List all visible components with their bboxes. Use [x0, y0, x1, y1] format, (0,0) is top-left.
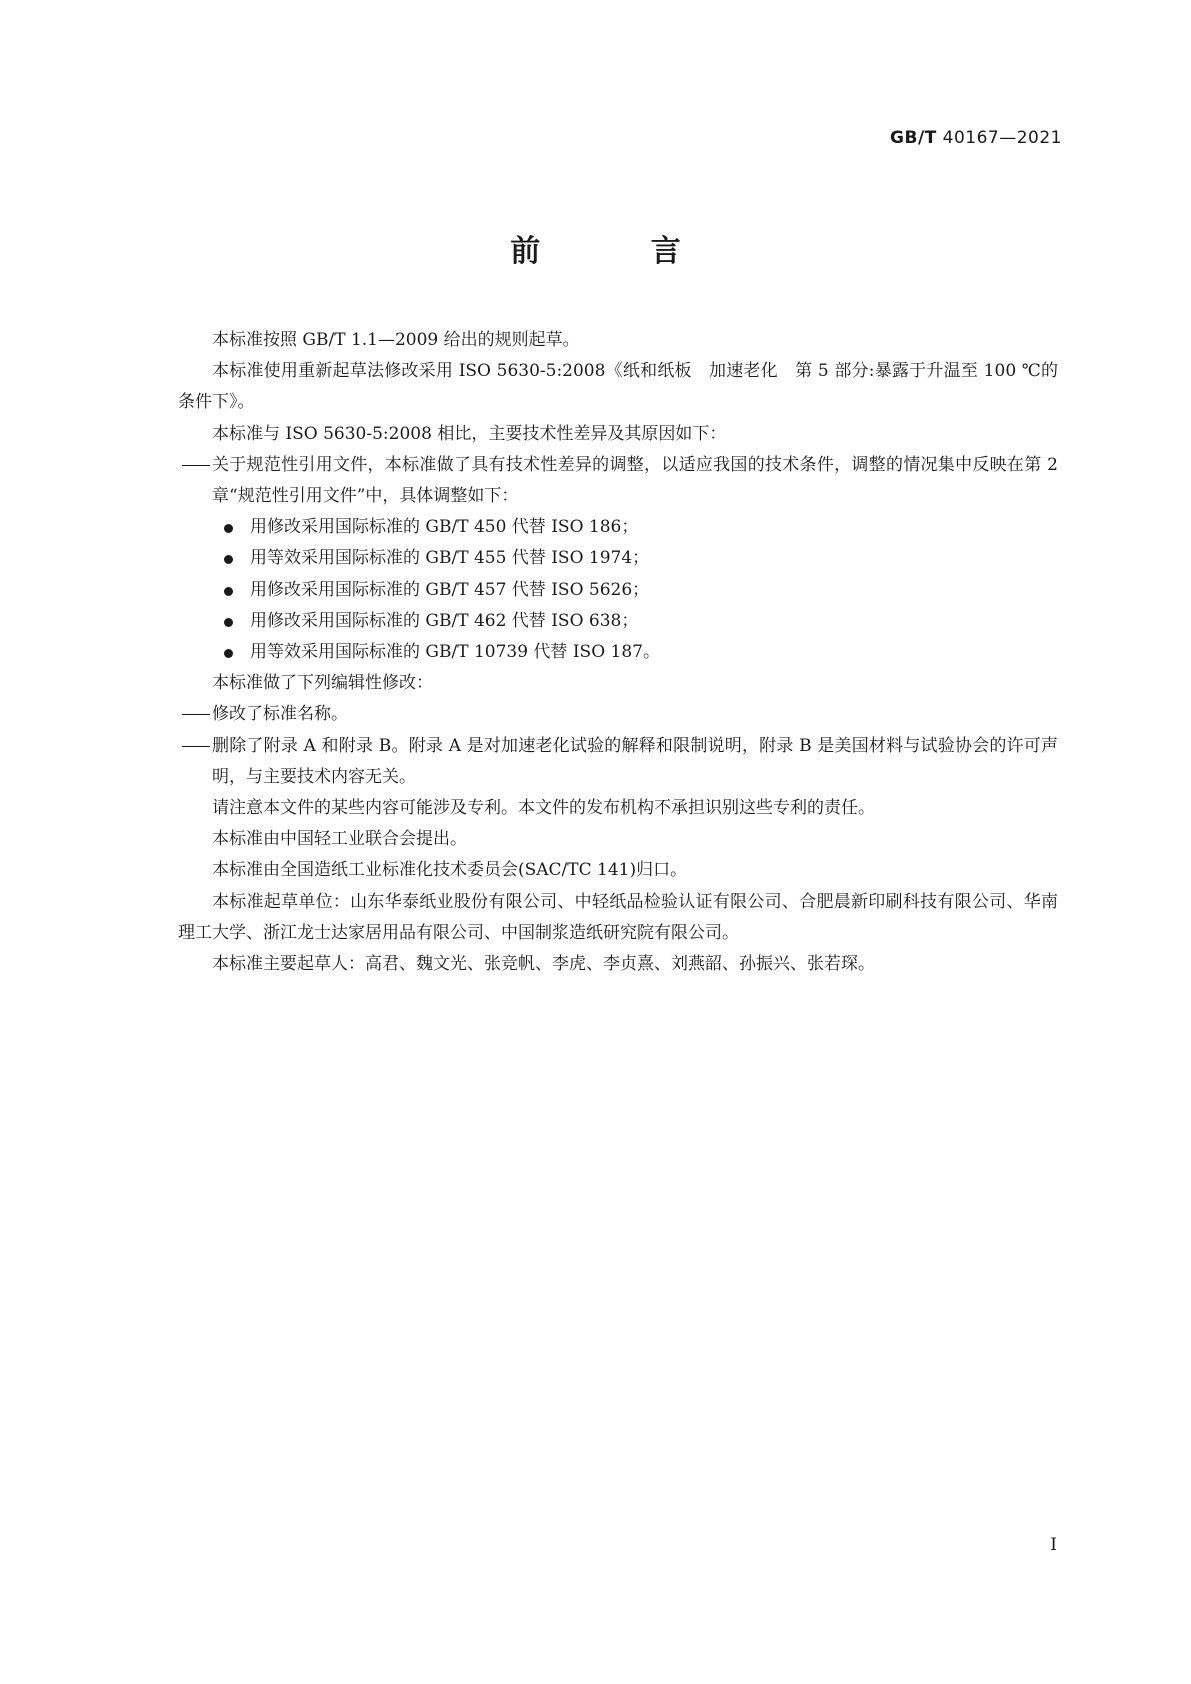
paragraph-drafting-rules: 本标准按照 GB/T 1.1—2009 给出的规则起草。	[212, 330, 580, 350]
paragraph-technical-committee: 本标准由全国造纸工业标准化技术委员会(SAC/TC 141)归口。	[212, 860, 688, 881]
bullet-text: 用修改采用国际标准的 GB/T 457 代替 ISO 5626；	[250, 579, 650, 600]
dash-item-name-change	[178, 699, 1058, 730]
dash-item-normative-references	[178, 450, 1058, 512]
paragraph-technical-differences: 本标准与 ISO 5630-5:2008 相比，主要技术性差异及其原因如下：	[212, 423, 727, 444]
bullet-text: 用等效采用国际标准的 GB/T 10739 代替 ISO 187。	[250, 642, 660, 663]
bullet-item	[178, 637, 1058, 668]
bullet-icon	[224, 524, 233, 533]
standard-number: 40167—2021	[942, 128, 1062, 148]
paragraph-proposed-by: 本标准由中国轻工业联合会提出。	[212, 829, 467, 850]
dash-item-text: 修改了标准名称。	[212, 704, 348, 725]
bullet-item	[178, 512, 1058, 543]
page-number: I	[1050, 1535, 1057, 1555]
bullet-text: 用等效采用国际标准的 GB/T 455 代替 ISO 1974；	[250, 548, 650, 569]
bullet-icon	[224, 587, 233, 596]
bullet-text: 用修改采用国际标准的 GB/T 450 代替 ISO 186；	[250, 517, 639, 538]
paragraph-drafting-organizations: 本标准起草单位：山东华泰纸业股份有限公司、中轻纸品检验认证有限公司、合肥晨新印刷科技有限公司、华南理工大学、浙江龙士达家居用品有限公司、中国制浆造纸研究院有限公司。	[178, 891, 1058, 943]
paragraph-editorial-changes: 本标准做了下列编辑性修改：	[212, 673, 433, 694]
bullet-text: 用修改采用国际标准的 GB/T 462 代替 ISO 638；	[250, 610, 639, 631]
page-title: 前 言	[510, 234, 731, 269]
paragraph-patent-notice: 请注意本文件的某些内容可能涉及专利。本文件的发布机构不承担识别这些专利的责任。	[212, 798, 875, 819]
paragraph-adoption: 本标准使用重新起草法修改采用 ISO 5630-5:2008《纸和纸板 加速老化 第 5 部分:暴露于升温至 100 ℃的条件下》。	[178, 361, 1058, 413]
foreword-body	[178, 325, 1058, 980]
dash-item-text: 关于规范性引用文件，本标准做了具有技术性差异的调整，以适应我国的技术条件，调整的情况集中反映在第 2 章“规范性引用文件”中，具体调整如下：	[212, 454, 1058, 507]
dash-item-annex-removal	[178, 731, 1058, 793]
paragraph-drafters: 本标准主要起草人：高君、魏文光、张竞帆、李虎、李贞熹、刘燕韶、孙振兴、张若琛。	[212, 954, 875, 975]
standard-code	[890, 128, 1062, 148]
standard-prefix: GB/T	[890, 128, 937, 148]
bullet-icon	[224, 555, 233, 564]
bullet-item	[178, 575, 1058, 606]
dash-item-text: 删除了附录 A 和附录 B。附录 A 是对加速老化试验的解释和限制说明，附录 B 是美国材料与试验协会的许可声明，与主要技术内容无关。	[212, 735, 1058, 787]
bullet-item	[178, 543, 1058, 574]
bullet-icon	[224, 649, 233, 658]
bullet-item	[178, 606, 1058, 637]
bullet-icon	[224, 618, 233, 627]
